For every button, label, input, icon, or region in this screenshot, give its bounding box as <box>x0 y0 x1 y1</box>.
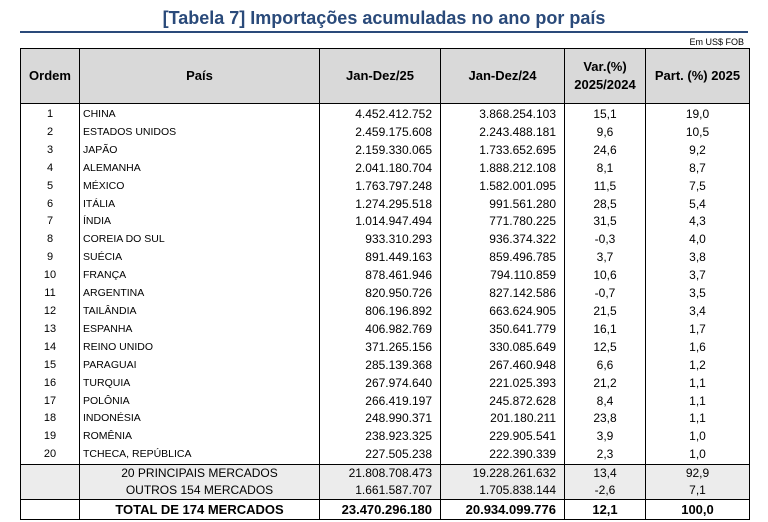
cell-value-25: 1.274.295.518 <box>320 196 441 214</box>
summary-value-25: 21.808.708.473 <box>320 465 441 483</box>
cell-value-24: 201.180.211 <box>441 410 565 428</box>
cell-participation: 3,7 <box>646 267 750 285</box>
cell-value-25: 248.990.371 <box>320 410 441 428</box>
total-variation: 12,1 <box>565 500 646 520</box>
cell-value-24: 221.025.393 <box>441 375 565 393</box>
table-row <box>21 160 750 178</box>
table-row <box>21 231 750 249</box>
cell-participation: 1,6 <box>646 339 750 357</box>
cell-country: TURQUIA <box>80 375 320 393</box>
cell-value-24: 2.243.488.181 <box>441 124 565 142</box>
cell-value-25: 371.265.156 <box>320 339 441 357</box>
table-row <box>21 375 750 393</box>
total-value-25: 23.470.296.180 <box>320 500 441 520</box>
cell-variation: -0,3 <box>565 231 646 249</box>
cell-value-24: 859.496.785 <box>441 249 565 267</box>
table-row <box>21 321 750 339</box>
cell-variation: 3,9 <box>565 428 646 446</box>
cell-participation: 1,1 <box>646 375 750 393</box>
cell-ordem: 4 <box>21 160 80 178</box>
cell-participation: 19,0 <box>646 104 750 124</box>
cell-value-24: 229.905.541 <box>441 428 565 446</box>
table-row <box>21 303 750 321</box>
cell-variation: 21,2 <box>565 375 646 393</box>
cell-participation: 3,5 <box>646 285 750 303</box>
header-pais: País <box>80 49 320 104</box>
table-row <box>21 249 750 267</box>
cell-value-25: 2.041.180.704 <box>320 160 441 178</box>
cell-participation: 1,1 <box>646 410 750 428</box>
cell-value-25: 806.196.892 <box>320 303 441 321</box>
cell-ordem: 14 <box>21 339 80 357</box>
cell-ordem: 1 <box>21 104 80 124</box>
cell-country: ROMÊNIA <box>80 428 320 446</box>
table-row <box>21 124 750 142</box>
cell-participation: 9,2 <box>646 142 750 160</box>
cell-ordem: 11 <box>21 285 80 303</box>
cell-country: ARGENTINA <box>80 285 320 303</box>
cell-participation: 4,0 <box>646 231 750 249</box>
cell-ordem: 18 <box>21 410 80 428</box>
table-header-row <box>21 49 750 104</box>
cell-participation: 1,2 <box>646 357 750 375</box>
total-label: TOTAL DE 174 MERCADOS <box>80 500 320 520</box>
imports-table <box>20 48 750 520</box>
summary-row-top20 <box>21 465 750 483</box>
cell-country: PARAGUAI <box>80 357 320 375</box>
cell-country: INDONÉSIA <box>80 410 320 428</box>
summary-body <box>21 465 750 520</box>
table-row <box>21 196 750 214</box>
table-row <box>21 267 750 285</box>
cell-value-24: 794.110.859 <box>441 267 565 285</box>
cell-value-24: 222.390.339 <box>441 446 565 464</box>
cell-ordem: 13 <box>21 321 80 339</box>
summary-label: OUTROS 154 MERCADOS <box>80 482 320 500</box>
header-jan-dez-25: Jan-Dez/25 <box>320 49 441 104</box>
summary-value-24: 19.228.261.632 <box>441 465 565 483</box>
cell-ordem: 6 <box>21 196 80 214</box>
summary-variation: -2,6 <box>565 482 646 500</box>
cell-ordem: 19 <box>21 428 80 446</box>
table-row <box>21 285 750 303</box>
cell-participation: 1,0 <box>646 428 750 446</box>
cell-country: FRANÇA <box>80 267 320 285</box>
cell-value-24: 1.888.212.108 <box>441 160 565 178</box>
cell-country: CHINA <box>80 104 320 124</box>
cell-value-25: 267.974.640 <box>320 375 441 393</box>
cell-participation: 3,8 <box>646 249 750 267</box>
cell-variation: 10,6 <box>565 267 646 285</box>
cell-variation: 9,6 <box>565 124 646 142</box>
total-row <box>21 500 750 520</box>
cell-participation: 4,3 <box>646 213 750 231</box>
cell-ordem: 16 <box>21 375 80 393</box>
header-var-line2: 2025/2024 <box>574 77 636 92</box>
header-var-line1: Var.(%) <box>583 59 627 74</box>
header-ordem: Ordem <box>21 49 80 104</box>
cell-participation: 1,1 <box>646 393 750 411</box>
cell-value-25: 2.459.175.608 <box>320 124 441 142</box>
cell-variation: 3,7 <box>565 249 646 267</box>
cell-country: ESPANHA <box>80 321 320 339</box>
cell-variation: 2,3 <box>565 446 646 464</box>
header-variation <box>565 49 646 104</box>
cell-ordem: 17 <box>21 393 80 411</box>
cell-participation: 1,7 <box>646 321 750 339</box>
summary-participation: 92,9 <box>646 465 750 483</box>
cell-ordem: 5 <box>21 178 80 196</box>
cell-participation: 8,7 <box>646 160 750 178</box>
cell-variation: 28,5 <box>565 196 646 214</box>
cell-value-25: 285.139.368 <box>320 357 441 375</box>
cell-variation: -0,7 <box>565 285 646 303</box>
total-blank <box>21 500 80 520</box>
cell-country: TAILÂNDIA <box>80 303 320 321</box>
cell-value-24: 1.733.652.695 <box>441 142 565 160</box>
cell-variation: 21,5 <box>565 303 646 321</box>
table-row <box>21 446 750 464</box>
cell-variation: 15,1 <box>565 104 646 124</box>
summary-participation: 7,1 <box>646 482 750 500</box>
cell-value-25: 820.950.726 <box>320 285 441 303</box>
table-row <box>21 428 750 446</box>
summary-value-24: 1.705.838.144 <box>441 482 565 500</box>
cell-value-25: 878.461.946 <box>320 267 441 285</box>
cell-participation: 1,0 <box>646 446 750 464</box>
cell-ordem: 20 <box>21 446 80 464</box>
cell-variation: 24,6 <box>565 142 646 160</box>
cell-value-24: 936.374.322 <box>441 231 565 249</box>
total-value-24: 20.934.099.776 <box>441 500 565 520</box>
cell-value-24: 245.872.628 <box>441 393 565 411</box>
cell-value-24: 1.582.001.095 <box>441 178 565 196</box>
cell-variation: 31,5 <box>565 213 646 231</box>
cell-country: JAPÃO <box>80 142 320 160</box>
cell-ordem: 9 <box>21 249 80 267</box>
summary-row-others <box>21 482 750 500</box>
cell-variation: 23,8 <box>565 410 646 428</box>
cell-ordem: 7 <box>21 213 80 231</box>
cell-ordem: 10 <box>21 267 80 285</box>
cell-country: COREIA DO SUL <box>80 231 320 249</box>
table-row <box>21 410 750 428</box>
table-row <box>21 213 750 231</box>
cell-value-24: 827.142.586 <box>441 285 565 303</box>
cell-value-25: 266.419.197 <box>320 393 441 411</box>
cell-country: MÉXICO <box>80 178 320 196</box>
cell-value-25: 891.449.163 <box>320 249 441 267</box>
cell-variation: 8,4 <box>565 393 646 411</box>
cell-value-24: 991.561.280 <box>441 196 565 214</box>
table-row <box>21 339 750 357</box>
summary-value-25: 1.661.587.707 <box>320 482 441 500</box>
cell-country: ÍNDIA <box>80 213 320 231</box>
cell-value-25: 2.159.330.065 <box>320 142 441 160</box>
cell-country: ESTADOS UNIDOS <box>80 124 320 142</box>
cell-value-25: 1.763.797.248 <box>320 178 441 196</box>
cell-value-24: 330.085.649 <box>441 339 565 357</box>
cell-value-24: 663.624.905 <box>441 303 565 321</box>
summary-blank <box>21 465 80 483</box>
cell-country: TCHECA, REPÚBLICA <box>80 446 320 464</box>
table-row <box>21 178 750 196</box>
cell-country: ITÁLIA <box>80 196 320 214</box>
header-jan-dez-24: Jan-Dez/24 <box>441 49 565 104</box>
cell-variation: 6,6 <box>565 357 646 375</box>
summary-label: 20 PRINCIPAIS MERCADOS <box>80 465 320 483</box>
table-row <box>21 393 750 411</box>
cell-value-24: 350.641.779 <box>441 321 565 339</box>
cell-ordem: 12 <box>21 303 80 321</box>
cell-country: SUÉCIA <box>80 249 320 267</box>
cell-ordem: 2 <box>21 124 80 142</box>
cell-participation: 3,4 <box>646 303 750 321</box>
summary-blank <box>21 482 80 500</box>
header-participation: Part. (%) 2025 <box>646 49 750 104</box>
total-participation: 100,0 <box>646 500 750 520</box>
cell-country: REINO UNIDO <box>80 339 320 357</box>
page-title: [Tabela 7] Importações acumuladas no ano por país <box>162 8 606 28</box>
unit-note: Em US$ FOB <box>689 37 744 47</box>
cell-participation: 10,5 <box>646 124 750 142</box>
cell-variation: 16,1 <box>565 321 646 339</box>
cell-ordem: 15 <box>21 357 80 375</box>
cell-value-25: 933.310.293 <box>320 231 441 249</box>
cell-ordem: 8 <box>21 231 80 249</box>
cell-value-25: 238.923.325 <box>320 428 441 446</box>
summary-variation: 13,4 <box>565 465 646 483</box>
cell-value-25: 4.452.412.752 <box>320 104 441 124</box>
cell-value-24: 267.460.948 <box>441 357 565 375</box>
cell-value-25: 227.505.238 <box>320 446 441 464</box>
table-body <box>21 104 750 465</box>
cell-country: POLÔNIA <box>80 393 320 411</box>
table-row <box>21 104 750 124</box>
cell-value-24: 771.780.225 <box>441 213 565 231</box>
cell-ordem: 3 <box>21 142 80 160</box>
cell-participation: 5,4 <box>646 196 750 214</box>
cell-value-24: 3.868.254.103 <box>441 104 565 124</box>
cell-variation: 8,1 <box>565 160 646 178</box>
cell-variation: 11,5 <box>565 178 646 196</box>
cell-participation: 7,5 <box>646 178 750 196</box>
table-row <box>21 357 750 375</box>
cell-country: ALEMANHA <box>80 160 320 178</box>
cell-value-25: 406.982.769 <box>320 321 441 339</box>
table-row <box>21 142 750 160</box>
cell-value-25: 1.014.947.494 <box>320 213 441 231</box>
cell-variation: 12,5 <box>565 339 646 357</box>
title-underline <box>20 31 748 33</box>
